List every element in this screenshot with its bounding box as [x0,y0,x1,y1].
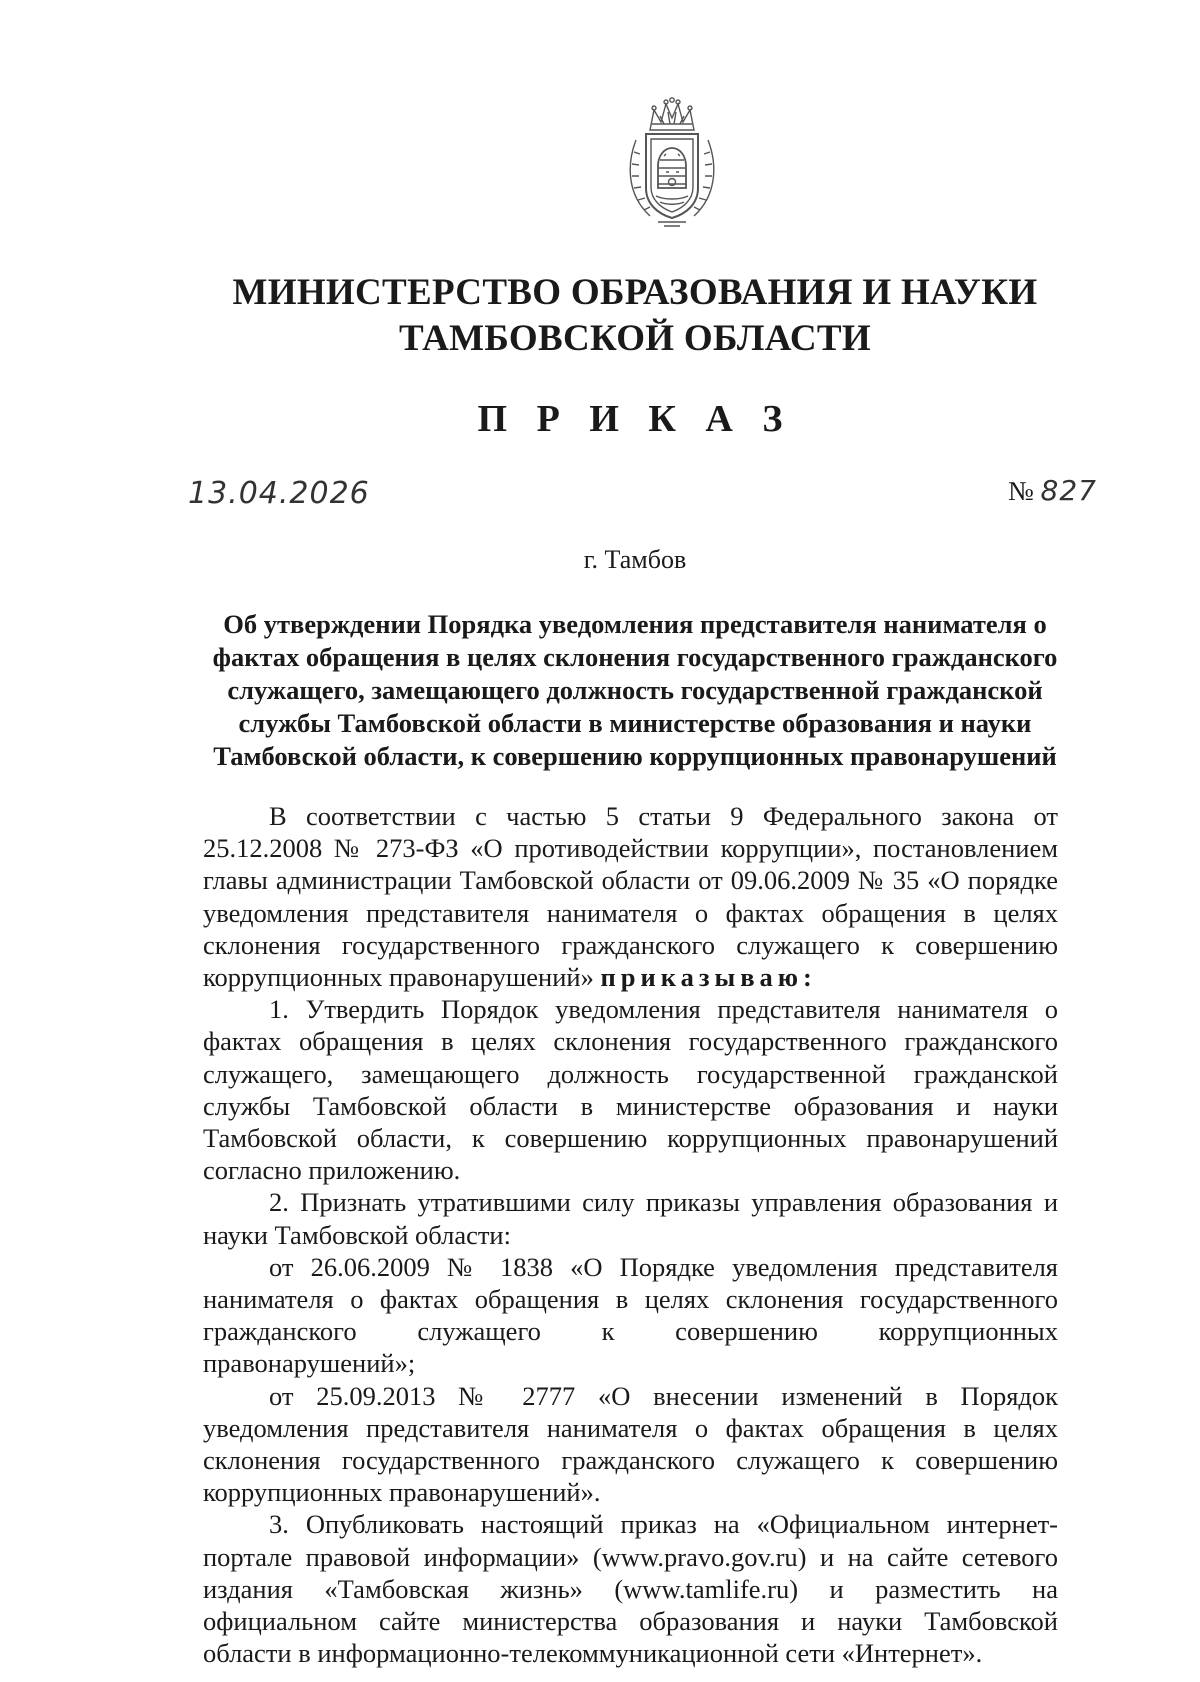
order-date: 13.04.2026 [188,476,370,511]
item-2-sub-2-paragraph: от 25.09.2013 № 2777 «О внесении изменений в Порядок уведомления представителя нанимателя о фактах обращения в целях склонения государственного гражданского служащего к совершению коррупционных правонарушений». [203,1380,1058,1508]
subject-line: службы Тамбовской области в министерстве образования и науки [238,708,1032,738]
ministry-name-line1: МИНИСТЕРСТВО ОБРАЗОВАНИЯ И НАУКИ [232,272,1038,313]
item-2-sub-1-paragraph: от 26.06.2009 № 1838 «О Порядке уведомления представителя нанимателя о фактах обращения в целях склонения государственного гражданского служащего к совершению коррупционных правонарушений»; [203,1251,1058,1379]
subject-line: служащего, замещающего должность государственной гражданской [227,675,1043,705]
ministry-name-line2: ТАМБОВСКОЙ ОБЛАСТИ [399,318,871,359]
subject-line: Об утверждении Порядка уведомления представителя нанимателя о [223,609,1047,639]
directive-word: приказываю: [600,962,817,993]
subject-line: Тамбовской области, к совершению коррупционных правонарушений [213,741,1057,771]
order-body [203,800,1058,1669]
item-1-paragraph: 1. Утвердить Порядок уведомления представителя нанимателя о фактах обращения в целях склонения государственного гражданского служащего, замещающего должность государственной гражданской службы Тамбовской области в министерстве образования и науки Тамбовской области, к совершению коррупционных правонарушений согласно приложению. [203,994,1058,1186]
subject-line: фактах обращения в целях склонения государственного гражданского [212,642,1058,672]
item-2-paragraph: 2. Признать утратившими силу приказы управления образования и науки Тамбовской области: [203,1187,1058,1250]
city-line: г. Тамбов [583,545,687,574]
preamble-paragraph [203,800,1058,993]
preamble-text: В соответствии с частью 5 статьи 9 Федерального закона от 25.12.2008 № 273-ФЗ «О противодействии коррупции», постановлением главы администрации Тамбовской области от 09.06.2009 № 35 «О порядке уведомления представителя нанимателя о фактах обращения в целях склонения государственного гражданского служащего к совершению коррупционных правонарушений» [203,801,1058,993]
order-number [1008,474,1097,507]
number-label: № [1008,476,1034,506]
item-3-paragraph: 3. Опубликовать настоящий приказ на «Официальном интернет-портале правовой информации» (www.pravo.gov.ru) и на сайте сетевого издания «Тамбовская жизнь» (www.tamlife.ru) и разместить на официальном сайте министерства образования и науки Тамбовской области в информационно-телекоммуникационной сети «Интернет». [203,1509,1058,1669]
number-value: 827 [1040,474,1097,507]
order-title: П Р И К А З [477,398,793,440]
tambov-coat-of-arms-icon [620,96,724,228]
ministry-name [200,270,1070,362]
order-subject [200,608,1070,773]
